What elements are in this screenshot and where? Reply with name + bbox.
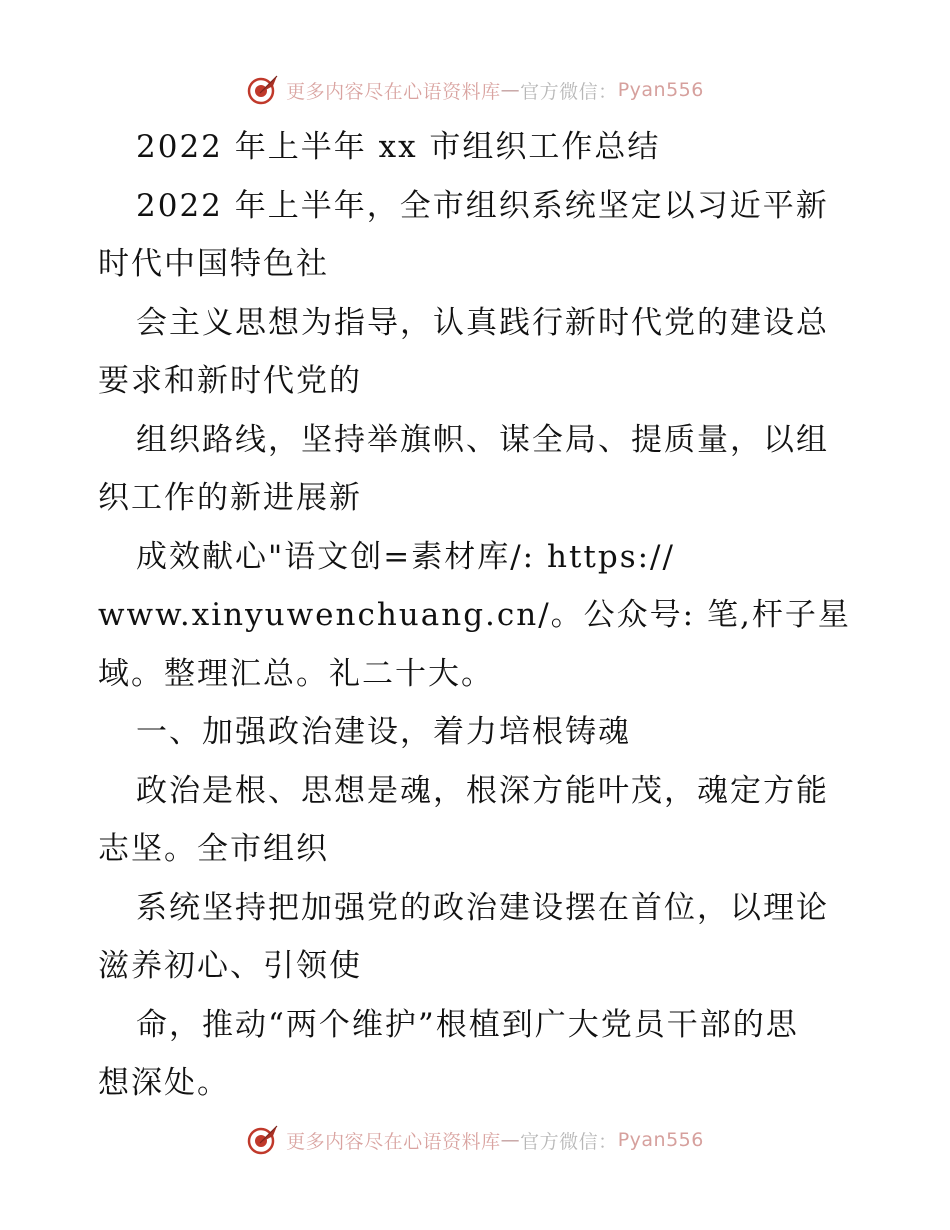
paragraph-line: 滋养初心、引领使 (98, 948, 362, 984)
banner-dash: — (500, 79, 521, 101)
document-body (98, 118, 858, 1113)
paragraph-line: 要求和新时代党的 (98, 363, 362, 399)
paragraph-line: 政治是根、思想是魂，根深方能叶茂，魂定方能 (136, 772, 829, 809)
header-watermark-banner (0, 68, 950, 112)
section-heading: 一、加强政治建设，着力培根铸魂 (136, 714, 631, 750)
paragraph-line: 成效献心"语文创=素材库/: https:// (136, 538, 675, 575)
banner-wechat-id: Pyan556 (617, 79, 704, 101)
paragraph-line: 想深处。 (98, 1065, 230, 1101)
paragraph-line: 时代中国特色社 (98, 246, 329, 282)
banner-dash: — (500, 1129, 521, 1151)
banner-sub-text: 官方微信： (520, 1130, 618, 1153)
banner-sub-text: 官方微信： (520, 80, 618, 103)
document-title: 2022 年上半年 xx 市组织工作总结 (136, 129, 661, 165)
quill-logo-icon (246, 73, 280, 107)
quill-logo-icon (246, 1123, 280, 1157)
banner-wechat-id: Pyan556 (617, 1129, 704, 1151)
footer-watermark-banner (0, 1118, 950, 1162)
banner-main-text: 更多内容尽在心语资料库 (286, 1130, 501, 1153)
paragraph-line: 会主义思想为指导，认真践行新时代党的建设总 (136, 304, 829, 341)
paragraph-line: 组织路线，坚持举旗帜、谋全局、提质量，以组 (136, 421, 829, 458)
paragraph-line: 2022 年上半年，全市组织系统坚定以习近平新 (136, 187, 829, 224)
banner-main-text: 更多内容尽在心语资料库 (286, 80, 501, 103)
paragraph-line: 域。整理汇总。礼二十大。 (98, 655, 494, 692)
paragraph-line: www.xinyuwenchuang.cn/。公众号: 笔,杆子星 (98, 597, 851, 633)
paragraph-line: 系统坚持把加强党的政治建设摆在首位，以理论 (136, 889, 829, 926)
paragraph-line: 织工作的新进展新 (98, 480, 362, 516)
paragraph-line: 命，推动“两个维护”根植到广大党员干部的思 (136, 1006, 799, 1043)
paragraph-line: 志坚。全市组织 (98, 831, 329, 867)
